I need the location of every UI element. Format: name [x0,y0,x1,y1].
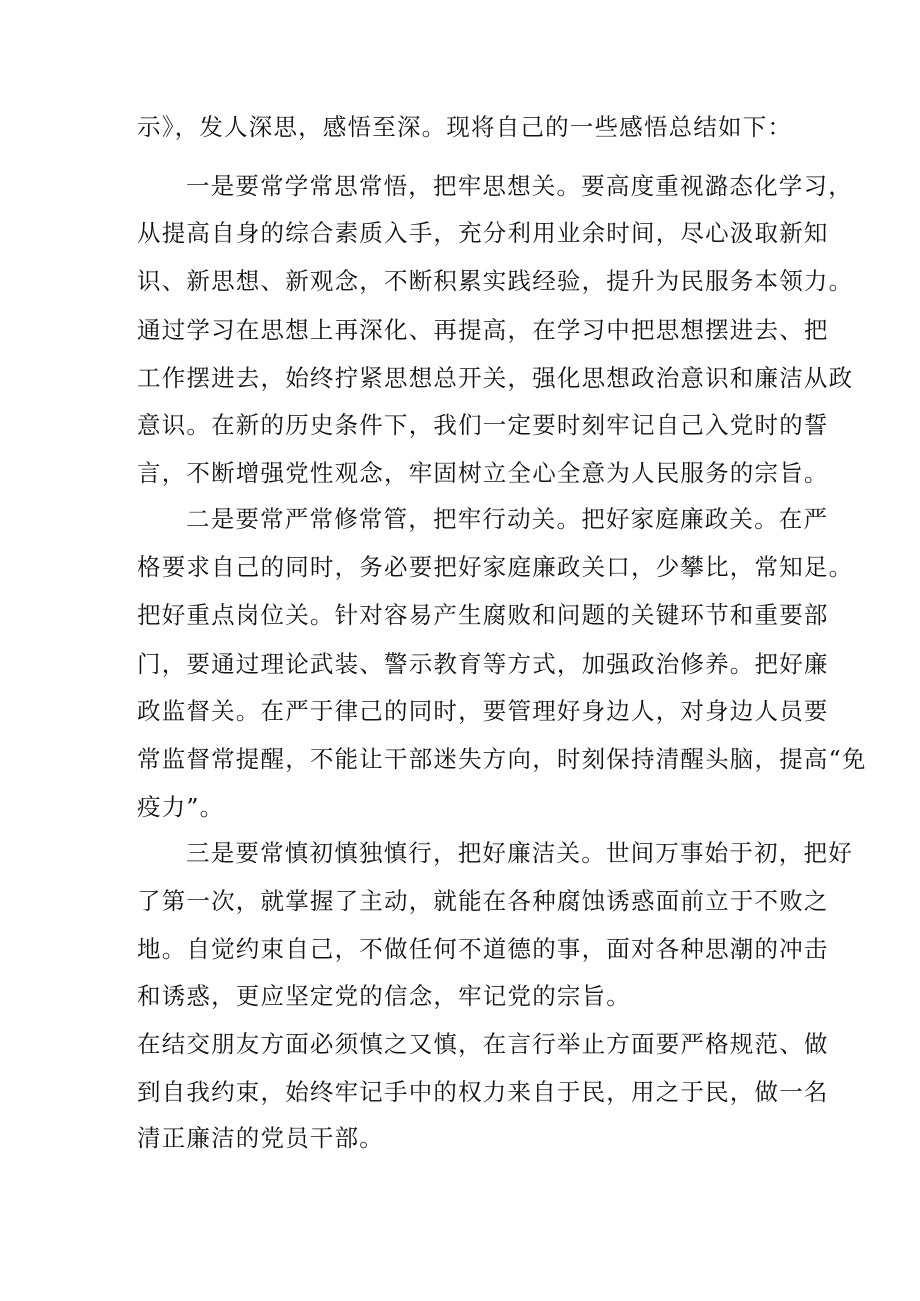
text-line: 地。自觉约束自己，不做任何不道德的事，面对各种思潮的冲击 [137,935,829,963]
text-line: 三是要常慎初慎独慎行，把好廉洁关。世间万事始于初，把好 [186,839,853,867]
text-line: 和诱惑，更应坚定党的信念，牢记党的宗旨。 [137,982,631,1010]
text-line: 言，不断增强党性观念，牢固树立全心全意为人民服务的宗旨。 [137,459,829,487]
text-line: 把好重点岗位关。针对容易产生腐败和问题的关键环节和重要部 [137,601,829,629]
text-line: 从提高自身的综合素质入手，充分利用业余时间，尽心汲取新知 [137,219,829,247]
text-line: 常监督常提醒，不能让干部迷失方向，时刻保持清醒头脑，提高“免 [137,745,867,773]
text-line: 了第一次，就掌握了主动，就能在各种腐蚀诱惑面前立于不败之 [137,887,829,915]
text-line: 工作摆进去，始终拧紧思想总开关，强化思想政治意识和廉洁从政 [137,364,854,392]
text-line: 疫力”。 [137,793,225,821]
text-line: 政监督关。在严于律己的同时，要管理好身边人，对身边人员要 [137,697,829,725]
text-line: 意识。在新的历史条件下，我们一定要时刻牢记自己入党时的誓 [137,411,829,439]
text-line: 清正廉洁的党员干部。 [137,1124,384,1152]
text-line: 门，要通过理论武装、警示教育等方式，加强政治修养。把好廉 [137,650,829,678]
text-line: 一是要常学常思常悟，把牢思想关。要高度重视潞态化学习， [186,172,853,200]
text-line: 在结交朋友方面必须慎之又慎，在言行举止方面要严格规范、做 [137,1030,829,1058]
text-line: 示》，发人深思，感悟至深。现将自己的一些感悟总结如下： [137,113,793,141]
text-line: 格要求自己的同时，务必要把好家庭廉政关口，少攀比，常知足。 [137,553,854,581]
text-line: 到自我约束，始终牢记手中的权力来自于民，用之于民，做一名 [137,1078,829,1106]
text-line: 二是要常严常修常管，把牢行动关。把好家庭廉政关。在严 [186,505,829,533]
text-line: 识、新思想、新观念，不断积累实践经验，提升为民服务本领力。 [137,267,854,295]
text-line: 通过学习在思想上再深化、再提高，在学习中把思想摆进去、把 [137,316,829,344]
